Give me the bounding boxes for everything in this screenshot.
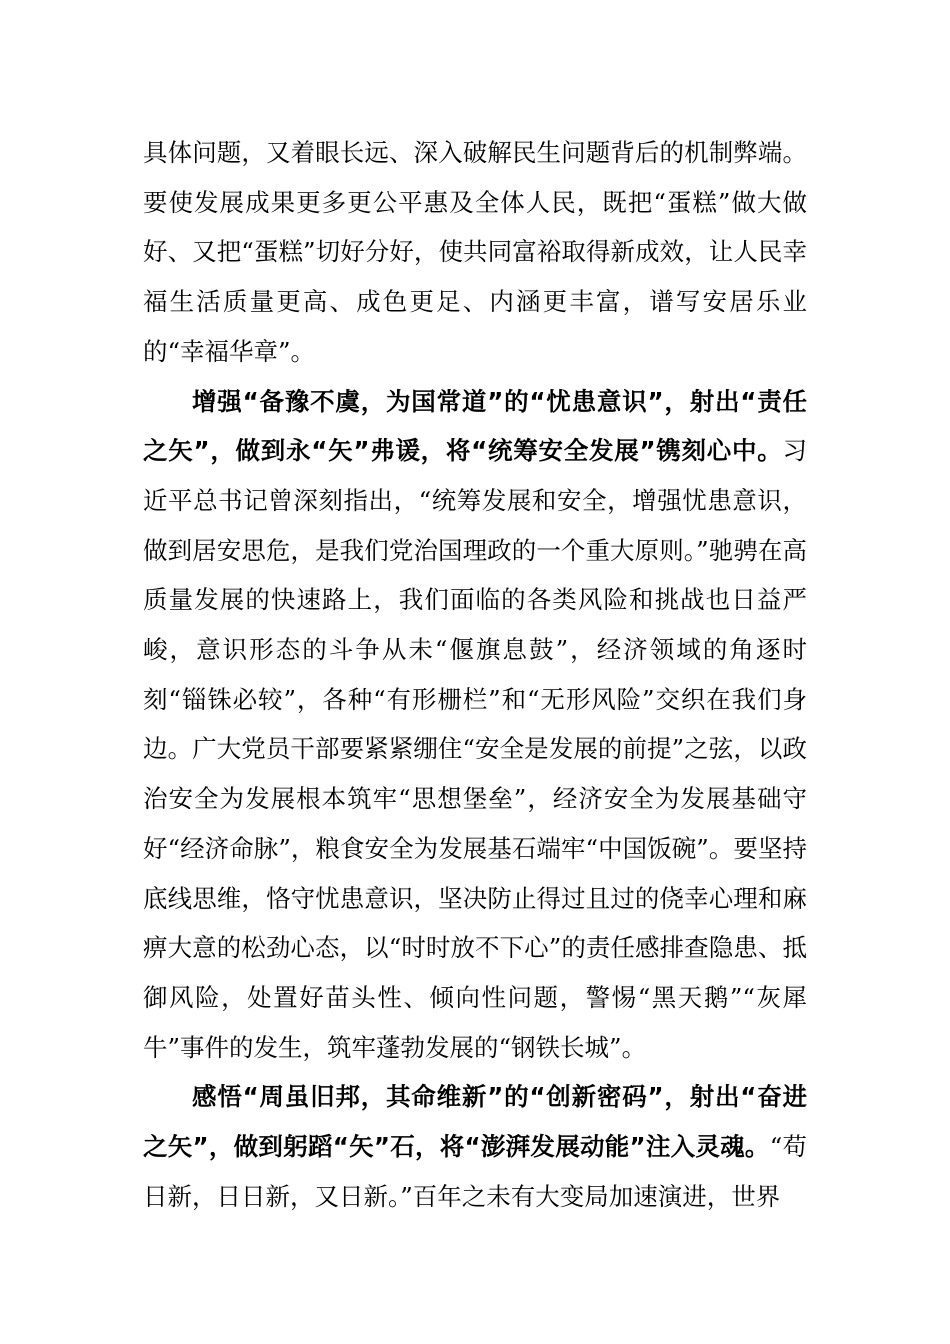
paragraph-2-body: 习近平总书记曾深刻指出，“统筹发展和安全，增强忧患意识，做到居安思危，是我们党治国理政的一个重大原则。”驰骋在高质量发展的快速路上，我们面临的各类风险和挑战也日益严峻，意识形态的斗争从未“偃旗息鼓”，经济领域的角逐时刻“锱铢必较”，各种“有形栅栏”和“无形风险”交织在我们身边。广大党员干部要紧紧绷住“安全是发展的前提”之弦，以政治安全为发展根本筑牢“思想堡垒”，经济安全为发展基础守好“经济命脉”，粮食安全为发展基石端牢“中国饭碗”。要坚持底线思维，恪守忧患意识，坚决防止得过且过的侥幸心理和麻痹大意的松劲心态，以“时时放不下心”的责任感排查隐患、抵御风险，处置好苗头性、倾向性问题，警惕“黑天鹅”“灰犀牛”事件的发生，筑牢蓬勃发展的“钢铁长城”。 [143, 436, 807, 1062]
paragraph-2-lead: 增强“备豫不虞，为国常道”的“忧患意识”，射出“责任之矢”，做到永“矢”弗谖，将“统筹安全发展”镌刻心中。 [143, 386, 807, 466]
paragraph-1 [143, 128, 807, 377]
paragraph-1-body: 具体问题，又着眼长远、深入破解民生问题背后的机制弊端。要使发展成果更多更公平惠及全体人民，既把“蛋糕”做大做好、又把“蛋糕”切好分好，使共同富裕取得新成效，让人民幸福生活质量更高、成色更足、内涵更丰富，谱写安居乐业的“幸福华章”。 [143, 138, 807, 366]
paragraph-2 [143, 377, 807, 1073]
paragraph-3 [143, 1072, 807, 1221]
paragraph-3-lead: 感悟“周虽旧邦，其命维新”的“创新密码”，射出“奋进之矢”，做到躬蹈“矢”石，将“澎湃发展动能”注入灵魂。 [143, 1082, 807, 1162]
paragraph-3-body: “苟日新，日日新，又日新。”百年之未有大变局加速演进，世界 [143, 1132, 807, 1211]
document-page [143, 128, 807, 1221]
